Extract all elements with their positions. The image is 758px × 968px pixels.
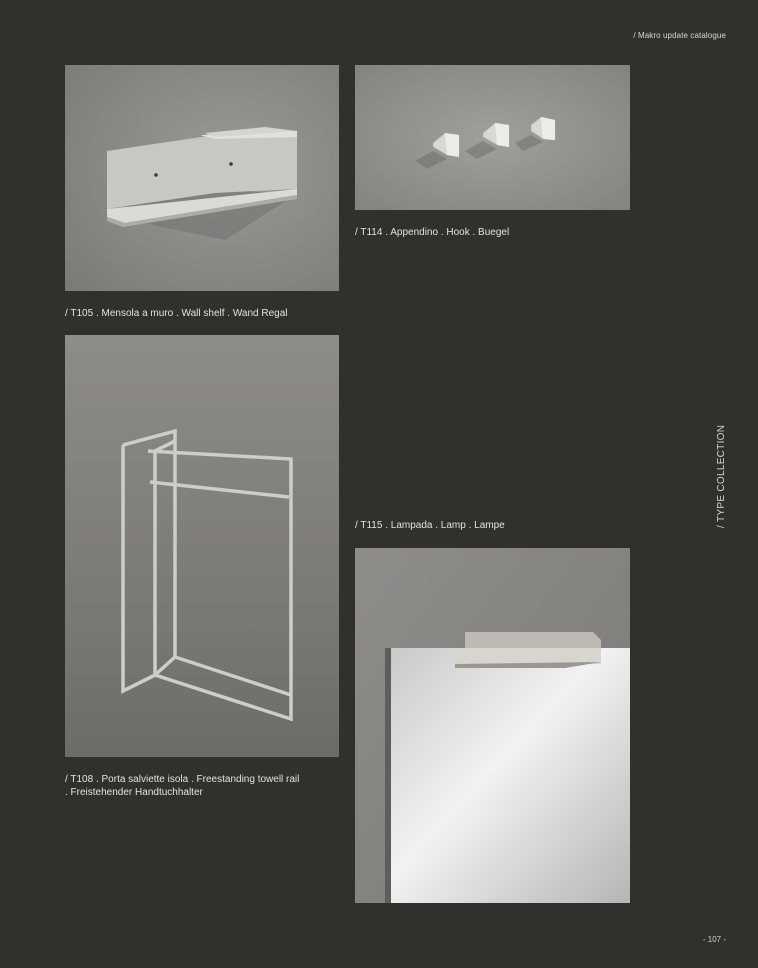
- towel-rail-caption-line1: / T108 . Porta salviette isola . Freestanding towell rail: [65, 774, 300, 785]
- collection-side-label: / TYPE COLLECTION: [716, 424, 727, 528]
- hook-caption: / T114 . Appendino . Hook . Buegel: [355, 227, 510, 238]
- lamp-photo: [355, 548, 630, 903]
- wall-shelf-image: [65, 65, 339, 291]
- page-number: - 107 -: [702, 935, 726, 944]
- wall-shelf-caption: / T105 . Mensola a muro . Wall shelf . Wand Regal: [65, 308, 288, 319]
- towel-rail-image: [65, 335, 339, 757]
- towel-rail-caption-line2: . Freistehender Handtuchhalter: [65, 787, 203, 798]
- lamp-image: [355, 548, 630, 903]
- catalogue-label: / Makro update catalogue: [633, 31, 726, 40]
- wall-shelf-photo: [65, 65, 339, 291]
- lamp-caption: / T115 . Lampada . Lamp . Lampe: [355, 520, 505, 531]
- hook-image: [355, 65, 630, 210]
- towel-rail-photo: [65, 335, 339, 757]
- hook-photo: [355, 65, 630, 210]
